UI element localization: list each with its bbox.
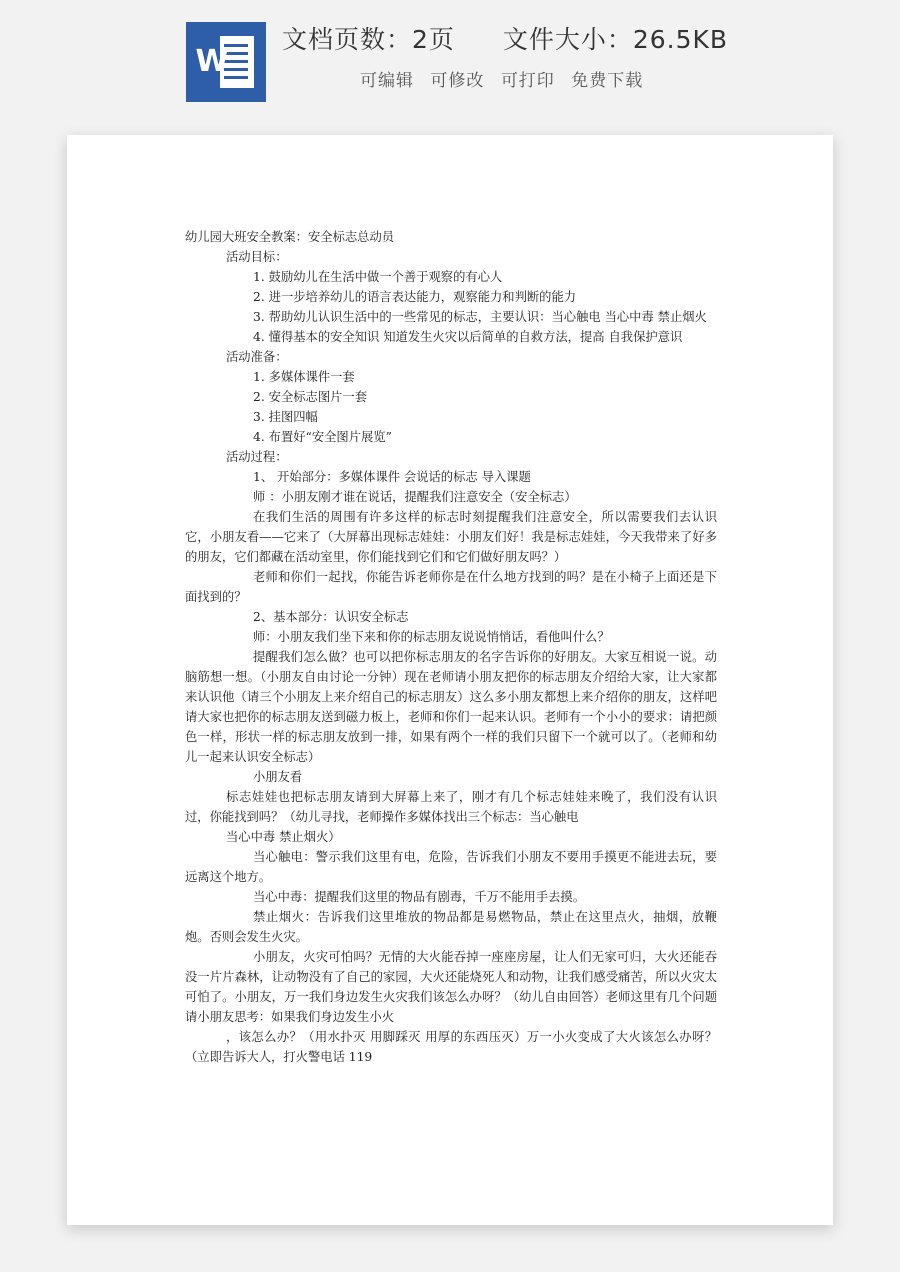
paragraph: 师 ：小朋友刚才谁在说话，提醒我们注意安全（安全标志） (253, 490, 577, 504)
download-header (0, 0, 900, 130)
list-item: 1. 多媒体课件一套 (253, 370, 355, 384)
document-body (185, 227, 717, 1067)
paragraph: 禁止烟火：告诉我们这里堆放的物品都是易燃物品，禁止在这里点火，抽烟，放鞭炮。否则会发生火灾。 (185, 910, 717, 944)
paragraph: 提醒我们怎么做？也可以把你标志朋友的名字告诉你的好朋友。大家互相说一说。动脑筋想一想。（小朋友自由讨论一分钟）现在老师请小朋友把你的标志朋友介绍给大家，让大家都来认识他（请三个小朋友上来介绍自己的标志朋友）这么多小朋友都想上来介绍你的朋友，这样吧请大家也把你的标志朋友送到磁力板上，老师和你们一起来认识。老师有一个小小的要求：请把颜色一样，形状一样的标志朋友放到一排，如果有两个一样的我们只留下一个就可以了。（老师和幼儿一起来认识安全标志） (185, 650, 717, 764)
document-page (67, 135, 833, 1225)
paragraph: 2、基本部分：认识安全标志 (253, 610, 409, 624)
section-heading: 活动准备： (226, 350, 288, 364)
paragraph: 当心中毒：提醒我们这里的物品有剧毒，千万不能用手去摸。 (253, 890, 586, 904)
paragraph: 在我们生活的周围有许多这样的标志时刻提醒我们注意安全，所以需要我们去认识它，小朋友看——它来了（大屏幕出现标志娃娃：小朋友们好！我是标志娃娃，今天我带来了好多的朋友，它们都藏在活动室里，你们能找到它们和它们做好朋友吗？） (185, 510, 717, 564)
section-heading: 活动过程： (226, 450, 288, 464)
paragraph: 1、 开始部分：多媒体课件 会说话的标志 导入课题 (253, 470, 531, 484)
list-item: 2. 安全标志图片一套 (253, 390, 368, 404)
paragraph: 当心中毒 禁止烟火） (226, 830, 341, 844)
paragraph: 师：小朋友我们坐下来和你的标志朋友说说悄悄话，看他叫什么？ (253, 630, 610, 644)
word-document-icon (186, 22, 266, 102)
section-heading: 活动目标： (226, 250, 288, 264)
paragraph: 小朋友看 (253, 770, 303, 784)
file-size-label: 文件大小：26.5KB (502, 25, 729, 54)
paragraph: 小朋友，火灾可怕吗？无情的大火能吞掉一座座房屋，让人们无家可归，大火还能吞没一片片森林，让动物没有了自己的家园，大火还能烧死人和动物，让我们感受痛苦，所以火灾太可怕了。小朋友，万一我们身边发生火灾我们该怎么办呀？（幼儿自由回答）老师这里有几个问题请小朋友思考：如果我们身边发生小火 (185, 950, 717, 1024)
word-icon-letter: W (195, 44, 229, 79)
paragraph: 当心触电：警示我们这里有电，危险，告诉我们小朋友不要用手摸更不能进去玩，要远离这个地方。 (185, 850, 717, 884)
feature-list (360, 66, 760, 92)
list-item: 1. 鼓励幼儿在生活中做一个善于观察的有心人 (253, 270, 503, 284)
file-meta-title (282, 20, 782, 60)
list-item: 3. 帮助幼儿认识生活中的一些常见的标志，主要认识：当心触电 当心中毒 禁止烟火 (253, 310, 707, 324)
list-item: 4. 布置好“安全图片展览” (253, 430, 392, 444)
feature-free-download: 免费下载 (571, 71, 644, 91)
list-item: 4. 懂得基本的安全知识 知道发生火灾以后简单的自救方法，提高 自我保护意识 (253, 330, 683, 344)
list-item: 2. 进一步培养幼儿的语言表达能力，观察能力和判断的能力 (253, 290, 577, 304)
paragraph: ，该怎么办？（用水扑灭 用脚踩灭 用厚的东西压灭）万一小火变成了大火该怎么办呀？（立即告诉大人，打火警电话 119 (185, 1030, 717, 1064)
page-count-label: 文档页数：2页 (282, 25, 455, 54)
feature-editable: 可编辑 (360, 71, 414, 91)
feature-modifiable: 可修改 (430, 71, 485, 91)
document-title: 幼儿园大班安全教案：安全标志总动员 (185, 230, 395, 244)
list-item: 3. 挂图四幅 (253, 410, 318, 424)
feature-printable: 可打印 (500, 71, 555, 91)
paragraph: 老师和你们一起找，你能告诉老师你是在什么地方找到的吗？是在小椅子上面还是下面找到的？ (185, 570, 717, 604)
paragraph: 标志娃娃也把标志朋友请到大屏幕上来了，刚才有几个标志娃娃来晚了，我们没有认识过，你能找到吗？（幼儿寻找，老师操作多媒体找出三个标志：当心触电 (185, 790, 717, 824)
